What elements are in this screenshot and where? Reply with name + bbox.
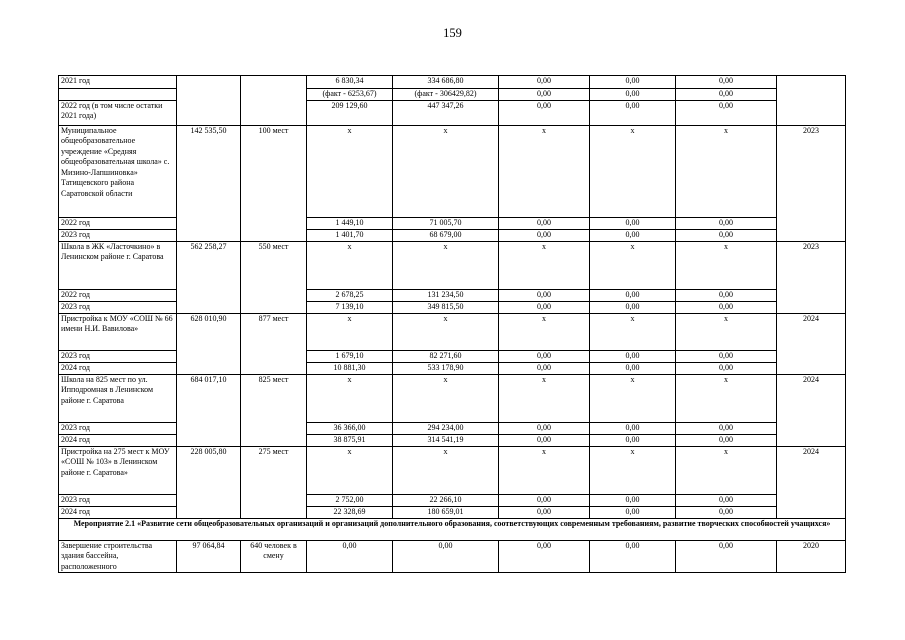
sum-cell: 0,00 xyxy=(499,89,590,101)
sum-cell: 0,00 xyxy=(590,422,676,434)
sum-cell: 0,00 xyxy=(499,301,590,313)
object-cost: 228 005,80 xyxy=(177,446,241,518)
object-cost: 562 258,27 xyxy=(177,241,241,313)
sum-cell: 0,00 xyxy=(499,434,590,446)
sum-cell: 0,00 xyxy=(676,289,777,301)
object-capacity: 100 мест xyxy=(241,125,307,241)
object-capacity: 275 мест xyxy=(241,446,307,518)
sum-cell: 0,00 xyxy=(499,422,590,434)
mark-cell: x xyxy=(499,446,590,494)
sum-cell: 447 347,26 xyxy=(393,100,499,125)
sum-cell: 349 815,50 xyxy=(393,301,499,313)
year-cell: 2023 год xyxy=(59,494,177,506)
sum-cell: (факт - 6253,67) xyxy=(307,89,393,101)
year-done: 2020 xyxy=(777,540,846,573)
object-name: Пристройка к МОУ «СОШ № 66 имени Н.И. Вавилова» xyxy=(59,313,177,350)
year-cell: 2023 год xyxy=(59,301,177,313)
year-cell: 2023 год xyxy=(59,229,177,241)
object-row xyxy=(59,125,846,217)
mark-cell: x xyxy=(393,446,499,494)
sum-cell: 22 266,10 xyxy=(393,494,499,506)
object-capacity: 877 мест xyxy=(241,313,307,374)
mark-cell: x xyxy=(676,374,777,422)
sum-cell: 82 271,60 xyxy=(393,350,499,362)
sum-cell: 1 401,70 xyxy=(307,229,393,241)
year-cell: 2021 год xyxy=(59,76,177,89)
sum-cell: 131 234,50 xyxy=(393,289,499,301)
sum-cell: 0,00 xyxy=(307,540,393,573)
table-row xyxy=(59,518,846,540)
mark-cell: x xyxy=(307,313,393,350)
sum-cell: 0,00 xyxy=(590,350,676,362)
object-name: Муниципальное общеобразовательное учреждение «Средняя общеобразовательная школа» с. Мизино-Лапшиновка» Татищевского района Саратовской области xyxy=(59,125,177,217)
cost-cell xyxy=(177,76,241,126)
object-name: Пристройка на 275 мест к МОУ «СОШ № 103» в Ленинском районе г. Саратова» xyxy=(59,446,177,494)
sum-cell: 0,00 xyxy=(676,494,777,506)
year-cell xyxy=(59,89,177,101)
mark-cell: x xyxy=(676,446,777,494)
sum-cell: (факт - 306429,82) xyxy=(393,89,499,101)
object-name: Школа в ЖК «Ласточкино» в Ленинском районе г. Саратова xyxy=(59,241,177,289)
sum-cell: 0,00 xyxy=(590,289,676,301)
mark-cell: x xyxy=(393,374,499,422)
mark-cell: x xyxy=(307,374,393,422)
sum-cell: 0,00 xyxy=(499,229,590,241)
sum-cell: 1 449,10 xyxy=(307,217,393,229)
sum-cell: 0,00 xyxy=(676,229,777,241)
sum-cell: 314 541,19 xyxy=(393,434,499,446)
sum-cell: 0,00 xyxy=(499,362,590,374)
sum-cell: 0,00 xyxy=(499,289,590,301)
object-capacity: 825 мест xyxy=(241,374,307,446)
year-cell: 2022 год (в том числе остатки 2021 года) xyxy=(59,100,177,125)
object-row xyxy=(59,446,846,494)
mark-cell: x xyxy=(499,241,590,289)
sum-cell: 0,00 xyxy=(590,76,676,89)
sum-cell: 0,00 xyxy=(590,506,676,518)
year-done: 2024 xyxy=(777,313,846,374)
sum-cell: 0,00 xyxy=(676,506,777,518)
sum-cell: 0,00 xyxy=(676,301,777,313)
sum-cell: 2 678,25 xyxy=(307,289,393,301)
sum-cell: 0,00 xyxy=(590,100,676,125)
sum-cell: 0,00 xyxy=(590,217,676,229)
mark-cell: x xyxy=(499,374,590,422)
sum-cell: 0,00 xyxy=(499,217,590,229)
mark-cell: x xyxy=(590,125,676,217)
sum-cell: 294 234,00 xyxy=(393,422,499,434)
mark-cell: x xyxy=(307,446,393,494)
year-cell: 2024 год xyxy=(59,506,177,518)
sum-cell: 0,00 xyxy=(676,217,777,229)
sum-cell: 38 875,91 xyxy=(307,434,393,446)
mark-cell: x xyxy=(590,313,676,350)
capacity-cell xyxy=(241,76,307,126)
mark-cell: x xyxy=(393,241,499,289)
sum-cell: 334 686,80 xyxy=(393,76,499,89)
object-capacity: 550 мест xyxy=(241,241,307,313)
year-cell: 2024 год xyxy=(59,434,177,446)
year-done: 2024 xyxy=(777,374,846,446)
mark-cell: x xyxy=(590,241,676,289)
sum-cell: 0,00 xyxy=(676,434,777,446)
mark-cell: x xyxy=(499,125,590,217)
object-row xyxy=(59,374,846,422)
sum-cell: 6 830,34 xyxy=(307,76,393,89)
sum-cell: 0,00 xyxy=(499,76,590,89)
sum-cell: 0,00 xyxy=(590,494,676,506)
object-name: Школа на 825 мест по ул. Ипподромная в Ленинском районе г. Саратова xyxy=(59,374,177,422)
mark-cell: x xyxy=(307,125,393,217)
mark-cell: x xyxy=(676,241,777,289)
mark-cell: x xyxy=(676,313,777,350)
sum-cell: 0,00 xyxy=(590,89,676,101)
sum-cell: 1 679,10 xyxy=(307,350,393,362)
sum-cell: 0,00 xyxy=(499,100,590,125)
sum-cell: 0,00 xyxy=(590,229,676,241)
object-cost: 628 010,90 xyxy=(177,313,241,374)
sum-cell: 0,00 xyxy=(499,540,590,573)
object-cost: 142 535,50 xyxy=(177,125,241,241)
sum-cell: 0,00 xyxy=(676,540,777,573)
year-cell: 2022 год xyxy=(59,289,177,301)
sum-cell: 0,00 xyxy=(590,362,676,374)
sum-cell: 0,00 xyxy=(676,100,777,125)
sum-cell: 0,00 xyxy=(590,540,676,573)
sum-cell: 180 659,01 xyxy=(393,506,499,518)
year-done: 2023 xyxy=(777,241,846,313)
sum-cell: 0,00 xyxy=(499,350,590,362)
sum-cell: 0,00 xyxy=(499,494,590,506)
year-cell: 2024 год xyxy=(59,362,177,374)
sum-cell: 0,00 xyxy=(676,422,777,434)
object-cost: 684 017,10 xyxy=(177,374,241,446)
sum-cell: 0,00 xyxy=(676,362,777,374)
object-row xyxy=(59,313,846,350)
object-name: Завершение строительства здания бассейна, расположенного xyxy=(59,540,177,573)
sum-cell: 533 178,90 xyxy=(393,362,499,374)
sum-cell: 0,00 xyxy=(676,89,777,101)
object-cost: 97 064,84 xyxy=(177,540,241,573)
page-number: 159 xyxy=(443,26,462,40)
sum-cell: 0,00 xyxy=(676,76,777,89)
sum-cell: 68 679,00 xyxy=(393,229,499,241)
sum-cell: 22 328,69 xyxy=(307,506,393,518)
sum-cell: 2 752,00 xyxy=(307,494,393,506)
mark-cell: x xyxy=(590,374,676,422)
mark-cell: x xyxy=(499,313,590,350)
measure-heading: Мероприятие 2.1 «Развитие сети общеобразовательных организаций и организаций дополнительного образования, соответствующих современным требованиям, развитие творческих способностей учащихся» xyxy=(59,518,846,540)
sum-cell: 0,00 xyxy=(676,350,777,362)
sum-cell: 0,00 xyxy=(590,301,676,313)
budget-table xyxy=(58,75,846,573)
table-row xyxy=(59,76,846,89)
sum-cell: 36 366,00 xyxy=(307,422,393,434)
mark-cell: x xyxy=(307,241,393,289)
sum-cell: 7 139,10 xyxy=(307,301,393,313)
sum-cell: 10 881,30 xyxy=(307,362,393,374)
year-done: 2024 xyxy=(777,446,846,518)
mark-cell: x xyxy=(393,313,499,350)
mark-cell: x xyxy=(676,125,777,217)
object-capacity: 640 человек в смену xyxy=(241,540,307,573)
table-row xyxy=(59,540,846,573)
sum-cell: 71 005,70 xyxy=(393,217,499,229)
year-cell: 2023 год xyxy=(59,422,177,434)
sum-cell: 0,00 xyxy=(393,540,499,573)
year-done: 2023 xyxy=(777,125,846,241)
sum-cell: 0,00 xyxy=(499,506,590,518)
object-row xyxy=(59,241,846,289)
mark-cell: x xyxy=(590,446,676,494)
sum-cell: 0,00 xyxy=(590,434,676,446)
sum-cell: 209 129,60 xyxy=(307,100,393,125)
year-cell: 2022 год xyxy=(59,217,177,229)
year-cell: 2023 год xyxy=(59,350,177,362)
year-done-cell xyxy=(777,76,846,126)
mark-cell: x xyxy=(393,125,499,217)
